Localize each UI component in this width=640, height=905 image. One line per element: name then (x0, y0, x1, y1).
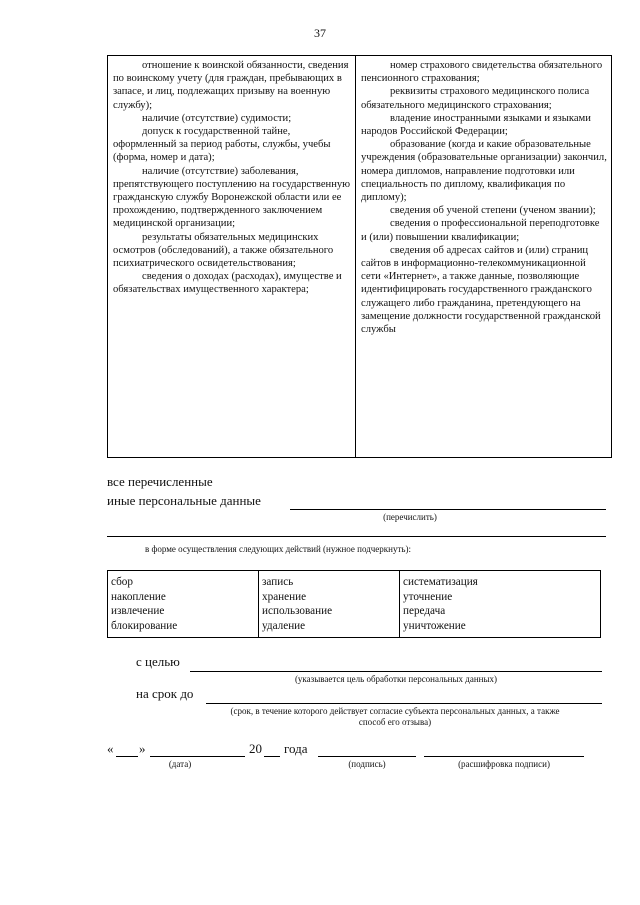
action-item[interactable]: хранение (262, 590, 307, 603)
list-item: реквизиты страхового медицинского полиса обязательного медицинского страхования; (361, 86, 590, 111)
term-caption-line2: способ его отзыва) (358, 717, 432, 727)
list-item: наличие (отсутствие) заболевания, препятствующего поступлению на государственную гражданскую службу Воронежской области или ее прохождению, подтвержденного заключением медицинской организации; (113, 165, 351, 230)
term-caption-line1: (срок, в течение которого действует согласие субъекта персональных данных, а также (230, 706, 560, 716)
list-item: образование (когда и какие образовательные учреждения (образовательные организации) закончил, номера дипломов, направление подготовки или специальность по диплому, квалификация по диплому); (361, 139, 607, 204)
action-item[interactable]: извлечение (111, 605, 165, 617)
signature-caption: (подпись) (348, 759, 386, 769)
year-prefix: 20 (249, 741, 262, 756)
personal-data-table (107, 55, 612, 458)
table-right-column (356, 56, 612, 458)
actions-intro: в форме осуществления следующих действий (нужное подчеркнуть): (145, 544, 412, 554)
other-data-caption: (перечислить) (383, 512, 437, 522)
purpose-caption: (указывается цель обработки персональных данных) (294, 674, 498, 684)
actions-column-2 (259, 571, 400, 638)
other-data-label: иные персональные данные (107, 493, 261, 508)
date-caption: (дата) (168, 759, 192, 769)
other-data-field[interactable] (290, 509, 606, 510)
other-data-field-line2[interactable] (107, 536, 606, 537)
all-listed-option: все перечисленные (107, 474, 213, 489)
action-item[interactable]: систематизация (403, 576, 478, 588)
page-number: 37 (314, 26, 326, 40)
actions-column-1 (108, 571, 259, 638)
year-field[interactable] (264, 756, 280, 757)
list-item: владение иностранными языками и языками народов Российской Федерации; (361, 112, 591, 138)
purpose-label: с целью (136, 654, 180, 669)
day-field[interactable] (116, 756, 138, 757)
list-item: отношение к воинской обязанности, сведения по воинскому учету (для граждан, пребывающих в запасе, и лиц, подлежащих призыву на военную службу); (113, 60, 349, 111)
actions-column-3 (400, 571, 601, 638)
term-label: на срок до (136, 686, 194, 701)
year-word: года (284, 741, 308, 756)
list-item: наличие (отсутствие) судимости; (142, 112, 292, 124)
table-left-column (108, 56, 356, 458)
actions-table (107, 570, 601, 638)
month-field[interactable] (150, 756, 245, 757)
list-item: сведения об ученой степени (ученом звании); (390, 205, 596, 217)
action-item[interactable]: сбор (111, 576, 133, 588)
list-item: сведения об адресах сайтов и (или) страниц сайтов в информационно-телекоммуникационной сети «Интернет», а также данные, позволяющие идентифицировать государственного гражданского служащего либо гражданина, претендующего на замещение должности государственной гражданской службы (361, 244, 601, 336)
action-item[interactable]: использование (262, 605, 333, 617)
action-item[interactable]: уточнение (403, 590, 453, 603)
action-item[interactable]: накопление (111, 590, 166, 603)
list-item: номер страхового свидетельства обязательного пенсионного страхования; (361, 60, 603, 85)
list-item: допуск к государственной тайне, оформленный за период работы, службы, учебы (форма, номер и дата); (113, 126, 331, 164)
action-item[interactable]: уничтожение (403, 619, 466, 632)
date-open-quote: « (107, 741, 114, 756)
signature-decoding-caption: (расшифровка подписи) (458, 759, 550, 769)
action-item[interactable]: передача (403, 605, 446, 617)
purpose-field[interactable] (190, 671, 602, 672)
action-item[interactable]: запись (262, 576, 294, 588)
action-item[interactable]: удаление (262, 619, 306, 632)
signature-decoding-field[interactable] (424, 756, 584, 757)
list-item: сведения о доходах (расходах), имуществе и обязательствах имущественного характера; (113, 271, 342, 296)
date-close-quote: » (139, 741, 146, 756)
signature-field[interactable] (318, 756, 416, 757)
term-field[interactable] (206, 703, 602, 704)
list-item: результаты обязательных медицинских осмотров (обследований), а также обязательного психиатрического освидетельствования; (113, 231, 334, 270)
action-item[interactable]: блокирование (111, 619, 178, 632)
list-item: сведения о профессиональной переподготовке и (или) повышении квалификации; (361, 218, 600, 243)
